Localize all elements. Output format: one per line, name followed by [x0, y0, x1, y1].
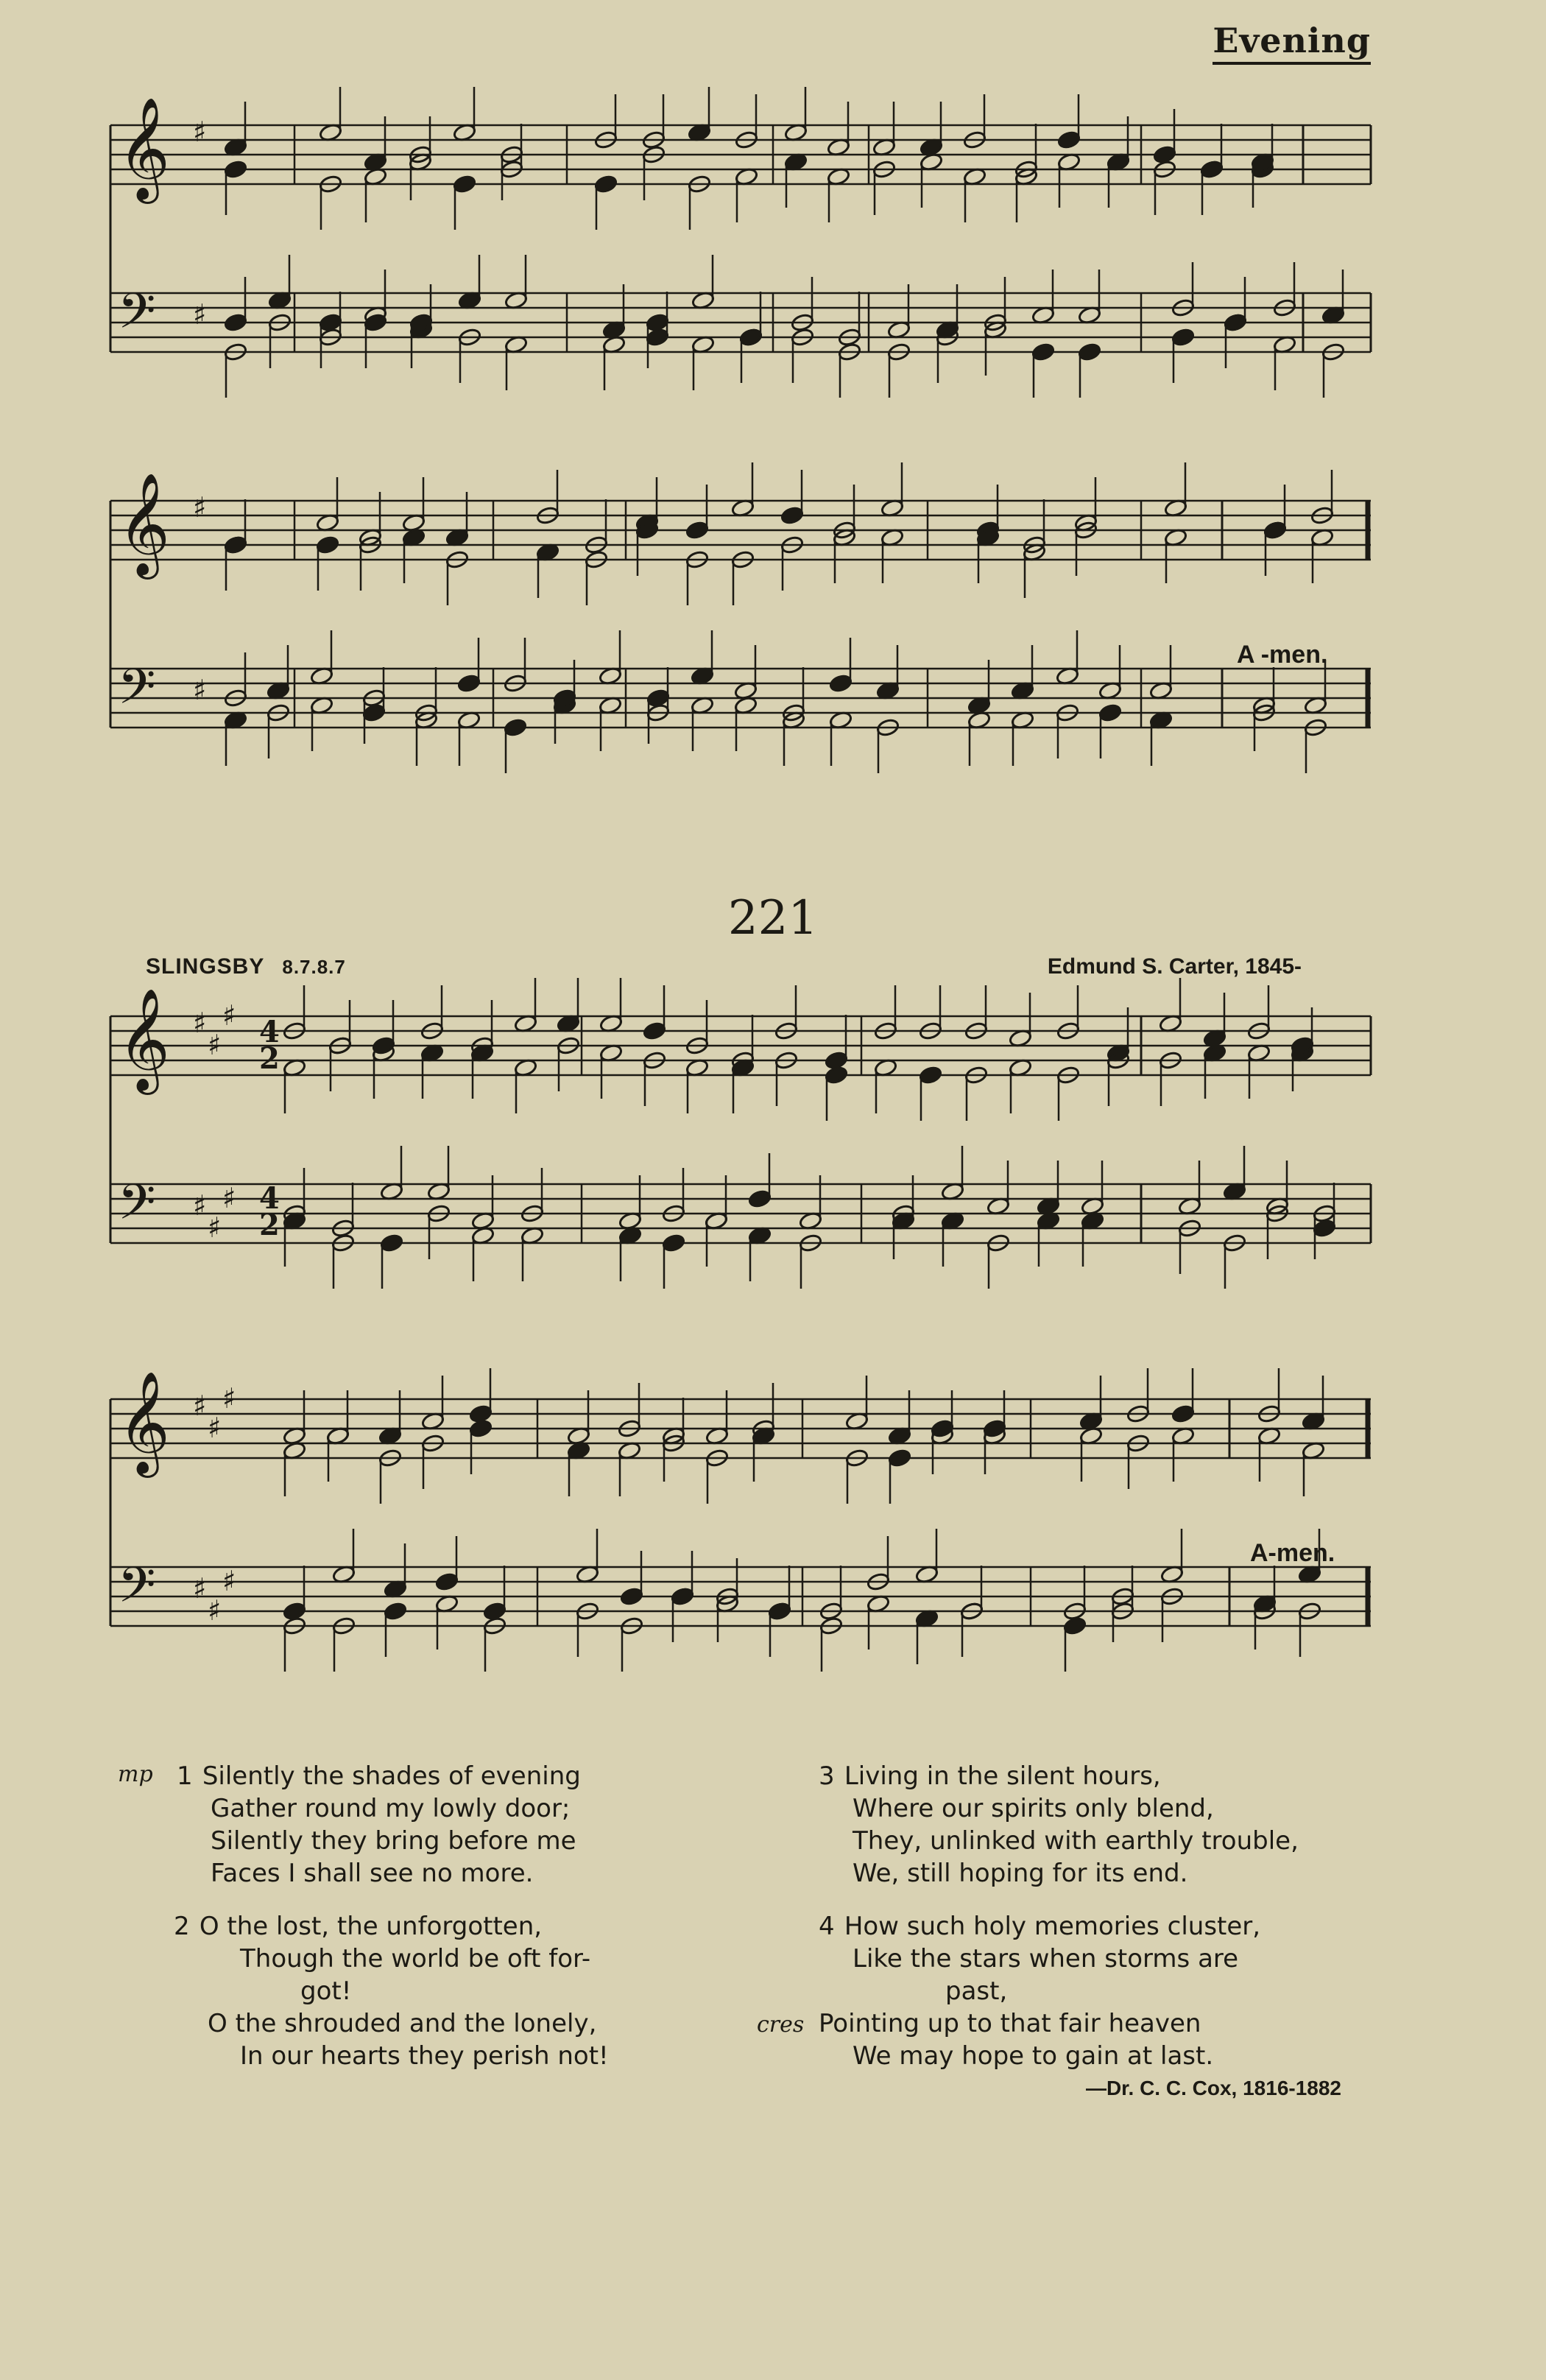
verse-line: Like the stars when storms are — [853, 1944, 1239, 1974]
note-head — [1263, 521, 1287, 540]
note-head — [931, 1419, 954, 1438]
sharp-icon: ♯ — [193, 1390, 207, 1422]
note-head — [316, 535, 339, 554]
bass-clef-icon: 𝄢 — [118, 283, 156, 351]
note-head — [780, 506, 804, 525]
sharp-icon: ♯ — [208, 1412, 222, 1444]
time-signature-treble: 4 2 — [259, 1015, 280, 1076]
verse-line: Though the world be oft for- — [240, 1944, 591, 1974]
verse-line: We may hope to gain at last. — [853, 2041, 1214, 2071]
note-head — [739, 328, 763, 347]
composer-credit: Edmund S. Carter, 1845- — [1047, 954, 1302, 979]
sharp-icon: ♯ — [193, 674, 207, 706]
note-head — [685, 521, 709, 540]
verse-column-right — [819, 1760, 1299, 2093]
note-head — [594, 175, 618, 194]
verse-line: 2 O the lost, the unforgotten, — [174, 1912, 543, 1941]
treble-clef-icon: 𝄞 — [118, 988, 170, 1091]
time-signature-bass: 4 2 — [259, 1181, 280, 1242]
verse-3 — [819, 1760, 1299, 1890]
note-head — [384, 1602, 407, 1621]
tune-name — [146, 954, 346, 979]
treble-clef-icon: 𝄞 — [118, 97, 170, 200]
sharp-icon: ♯ — [222, 999, 236, 1032]
grand-staff-4 — [110, 1371, 1371, 1694]
sharp-icon: ♯ — [193, 1007, 207, 1039]
note-head — [469, 1419, 493, 1438]
verse-line: 1 Silently the shades of evening — [177, 1761, 581, 1791]
sharp-icon: ♯ — [208, 1029, 222, 1061]
grand-staff-3 — [110, 988, 1371, 1311]
note-head — [983, 1419, 1006, 1438]
sharp-icon: ♯ — [208, 1594, 222, 1627]
sharp-icon: ♯ — [193, 116, 207, 148]
note-head — [620, 1587, 643, 1606]
note-head — [364, 313, 387, 332]
verse-line: In our hearts they perish not! — [240, 2041, 609, 2071]
bass-clef-icon: 𝄢 — [118, 1557, 156, 1625]
note-head — [1200, 160, 1224, 179]
note-head — [671, 1587, 694, 1606]
note-head — [662, 1233, 685, 1253]
score-system-1 — [110, 97, 1371, 420]
dynamic-mp: mp — [118, 1761, 153, 1787]
treble-clef-icon: 𝄞 — [118, 473, 170, 575]
verse-line: Pointing up to that fair heaven — [819, 2009, 1201, 2038]
note-head — [453, 175, 476, 194]
note-head — [1171, 328, 1195, 347]
verse-line: Gather round my lowly door; — [211, 1794, 571, 1823]
note-head — [1224, 313, 1247, 332]
dynamic-cres: cres — [757, 2012, 805, 2038]
verse-line: O the shrouded and the lonely, — [208, 2009, 597, 2038]
verse-line: Silently they bring before me — [211, 1826, 576, 1856]
bass-clef-icon: 𝄢 — [118, 658, 156, 727]
sharp-icon: ♯ — [222, 1182, 236, 1214]
note-head — [1171, 1404, 1195, 1423]
amen-label: A -men. — [1237, 641, 1328, 669]
note-head — [380, 1233, 403, 1253]
sharp-icon: ♯ — [193, 491, 207, 524]
verse-line: 3 Living in the silent hours, — [819, 1761, 1161, 1791]
note-head — [829, 674, 853, 693]
sharp-icon: ♯ — [222, 1382, 236, 1415]
verse-column-left — [174, 1760, 609, 2093]
tune-meter: 8.7.8.7 — [282, 956, 346, 978]
score-system-4 — [110, 1371, 1371, 1694]
note-head — [768, 1602, 791, 1621]
treble-clef-icon: 𝄞 — [118, 1371, 170, 1474]
grand-staff-1 — [110, 97, 1371, 420]
sharp-icon: ♯ — [193, 1189, 207, 1222]
verse-line: We, still hoping for its end. — [853, 1859, 1188, 1888]
bass-clef-icon: 𝄢 — [118, 1174, 156, 1242]
note-head — [224, 313, 247, 332]
verse-line: got! — [300, 1976, 352, 2006]
hymn-number: 221 — [727, 891, 819, 946]
verse-4 — [819, 1910, 1299, 2072]
note-head — [1098, 703, 1122, 722]
note-head — [1057, 130, 1081, 149]
verse-1 — [177, 1760, 609, 1890]
score-system-3 — [110, 988, 1371, 1311]
tune-title: SLINGSBY — [146, 954, 265, 979]
sharp-icon: ♯ — [222, 1565, 236, 1597]
score-system-2 — [110, 473, 1371, 795]
note-head — [888, 1448, 911, 1468]
sharp-icon: ♯ — [193, 1572, 207, 1605]
verse-line: They, unlinked with earthly trouble, — [853, 1826, 1299, 1856]
verse-line: Faces I shall see no more. — [211, 1859, 534, 1888]
sharp-icon: ♯ — [208, 1211, 222, 1244]
note-head — [643, 1021, 666, 1041]
note-head — [504, 718, 527, 737]
note-head — [825, 1066, 848, 1085]
grand-staff-2 — [110, 473, 1371, 795]
note-head — [1031, 342, 1055, 362]
note-head — [748, 1189, 772, 1208]
amen-label: A-men. — [1250, 1539, 1335, 1567]
note-head — [224, 535, 247, 554]
note-head — [919, 1066, 942, 1085]
sharp-icon: ♯ — [193, 298, 207, 331]
section-header: Evening — [1213, 21, 1371, 65]
note-head — [224, 160, 247, 179]
note-head — [1078, 342, 1101, 362]
note-head — [457, 674, 481, 693]
note-head — [319, 313, 342, 332]
note-head — [646, 313, 669, 332]
note-head — [435, 1572, 459, 1591]
verse-2 — [174, 1910, 609, 2072]
note-head — [1063, 1616, 1087, 1636]
note-head — [646, 689, 670, 708]
author-credit: —Dr. C. C. Cox, 1816-1882 — [1085, 2077, 1341, 2099]
verse-line: past, — [945, 1976, 1008, 2006]
verse-line: Where our spirits only blend, — [853, 1794, 1214, 1823]
verse-line: 4 How such holy memories cluster, — [819, 1912, 1261, 1941]
